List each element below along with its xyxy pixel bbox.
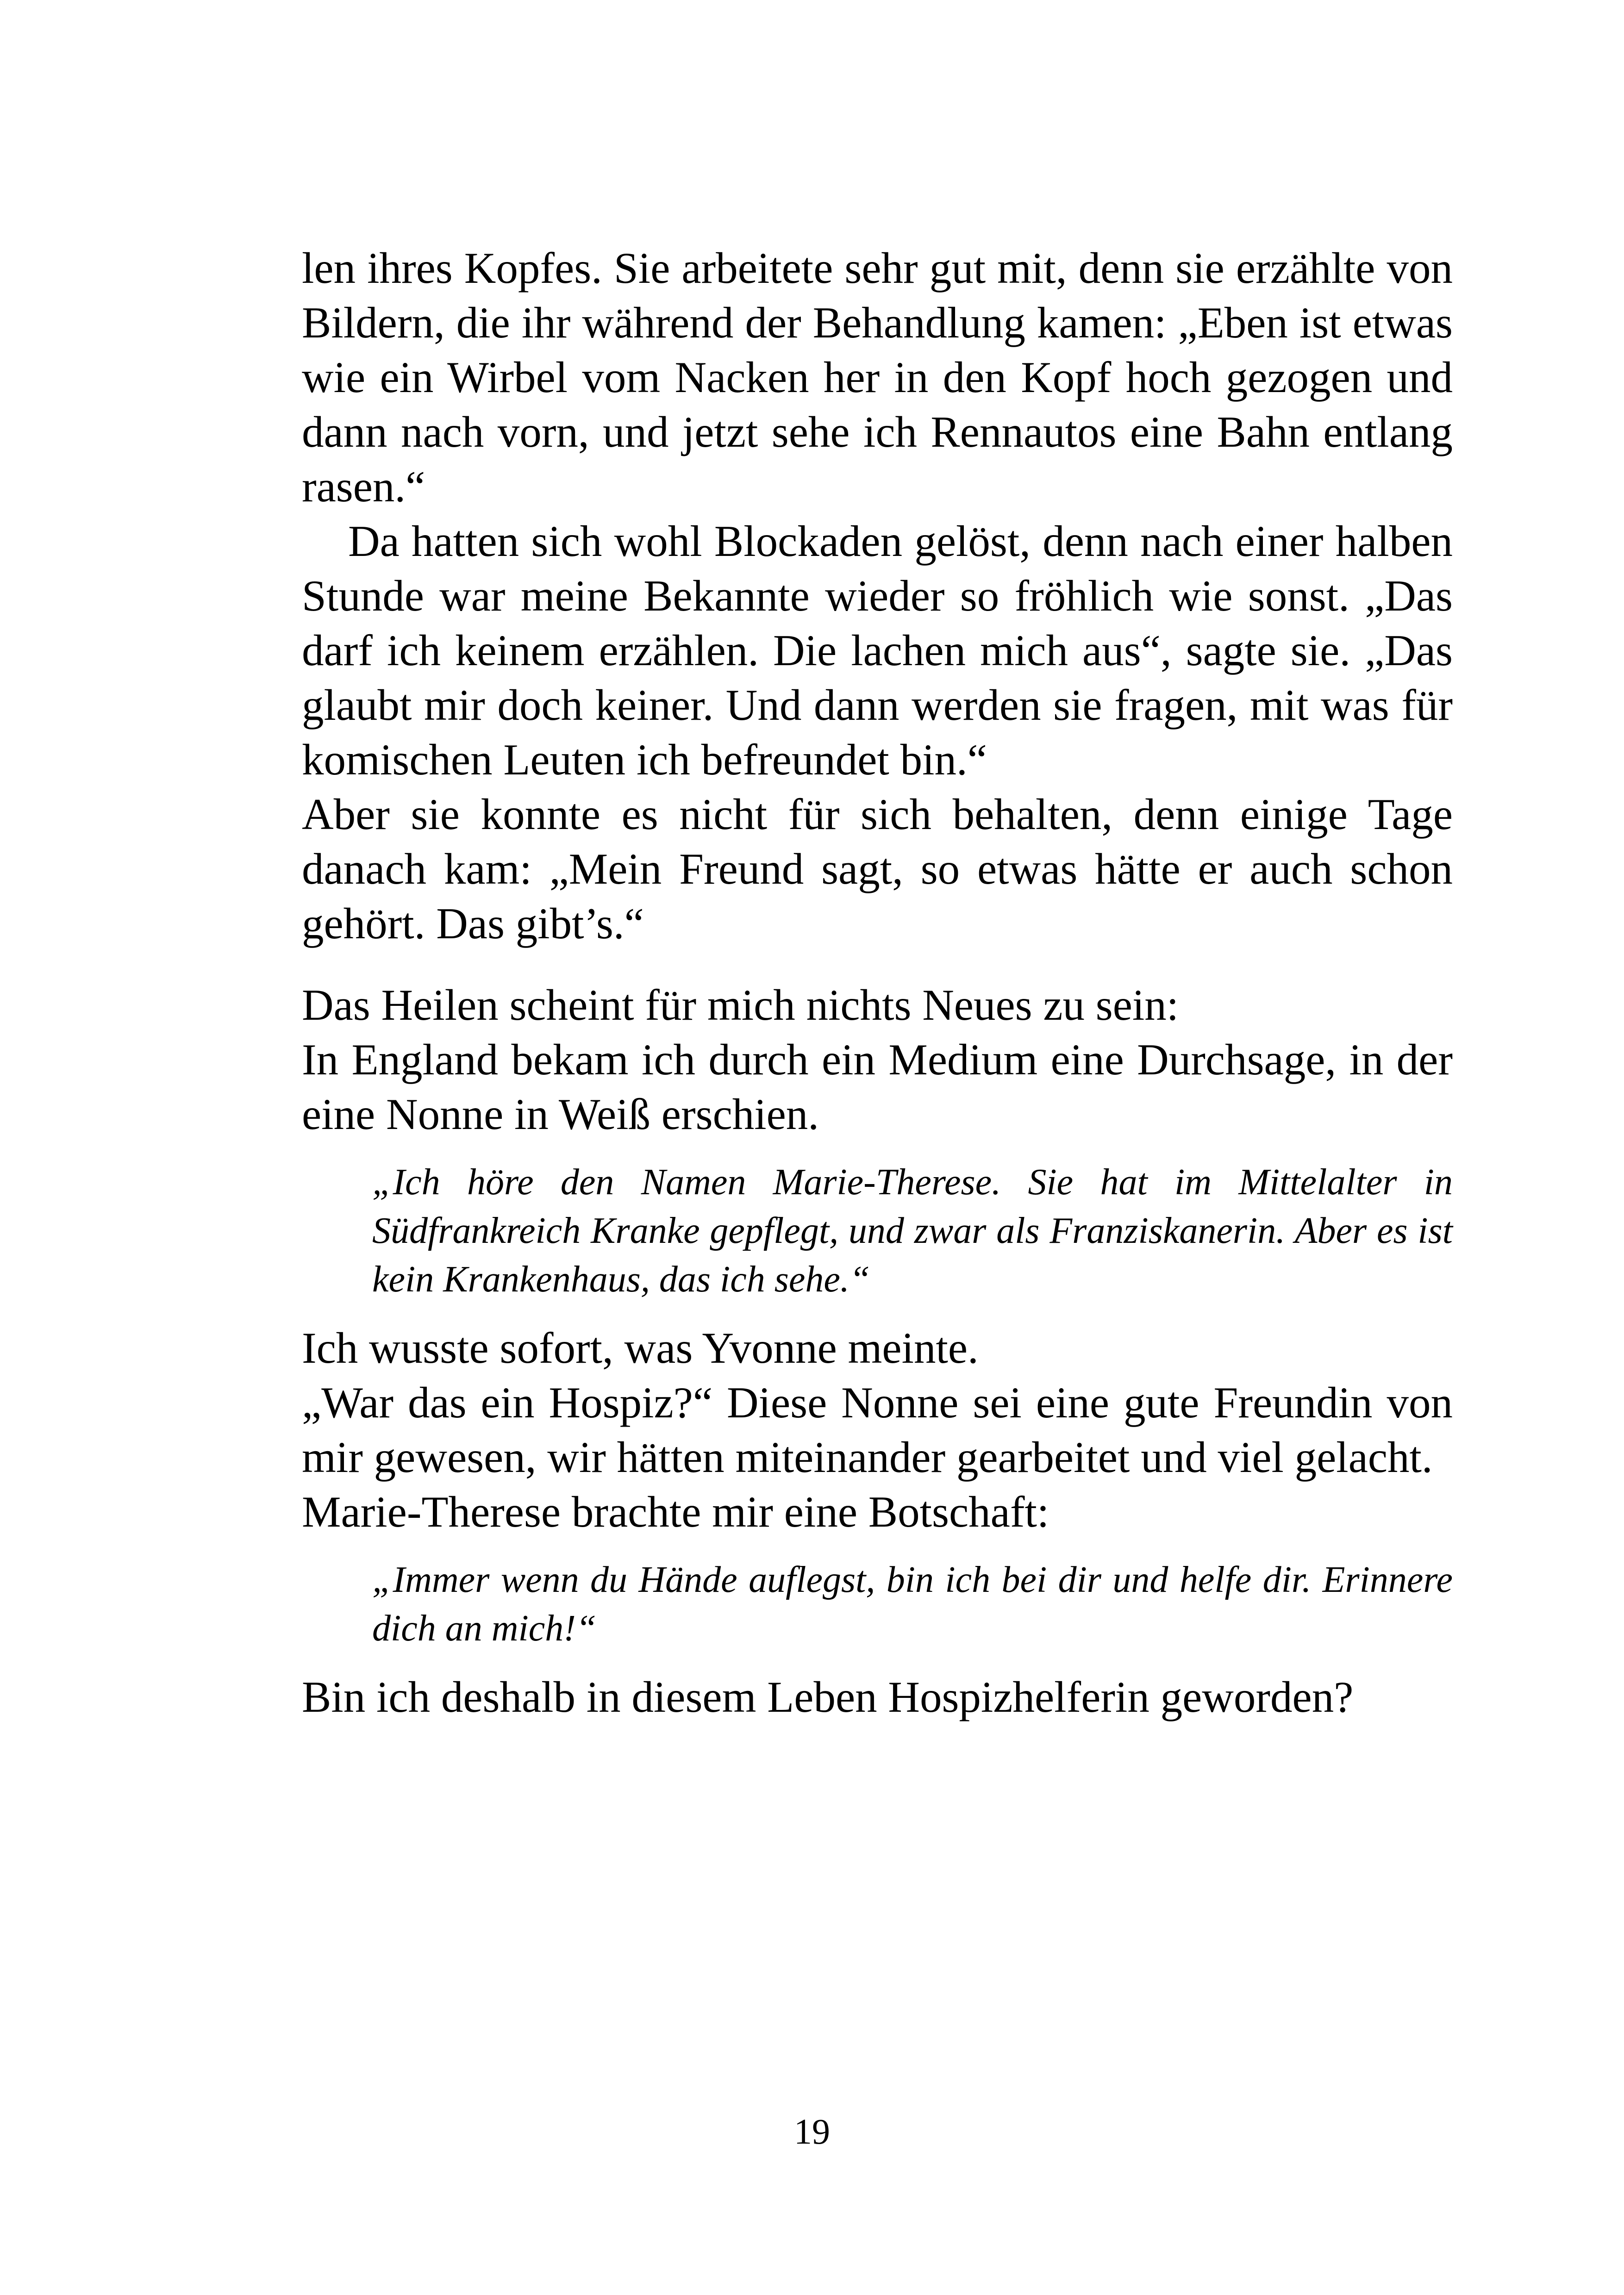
body-text (302, 241, 1453, 1724)
paragraph-9: Bin ich deshalb in diesem Leben Hospizhelferin geworden? (302, 1672, 1354, 1721)
paragraph-1: len ihres Kopfes. Sie arbeitete sehr gut mit, denn sie erzählte von Bildern, die ihr während der Behandlung kamen: „Eben ist etwas wie ein Wirbel vom Nacken her in den Kopf hoch gezogen und dann nach vorn, und jetzt sehe ich Rennautos eine Bahn entlang rasen.“ (302, 243, 1453, 511)
block-quote-1: „Ich höre den Namen Marie-Therese. Sie hat im Mittelalter in Südfrankreich Kranke gepflegt, und zwar als Franziskanerin. Aber es ist kein Krankenhaus, das ich sehe.“ (372, 1162, 1453, 1300)
paragraph-6: Ich wusste sofort, was Yvonne meinte. (302, 1323, 979, 1372)
page-number: 19 (794, 2111, 830, 2152)
paragraph-7: „War das ein Hospiz?“ Diese Nonne sei eine gute Freundin von mir gewesen, wir hätten miteinander gearbeitet und viel gelacht. (302, 1378, 1453, 1482)
paragraph-5: In England bekam ich durch ein Medium eine Durchsage, in der eine Nonne in Weiß erschien. (302, 1035, 1453, 1139)
paragraph-3: Aber sie konnte es nicht für sich behalten, denn einige Tage danach kam: „Mein Freund sagt, so etwas hätte er auch schon gehört. Das gibt’s.“ (302, 790, 1453, 948)
paragraph-4: Das Heilen scheint für mich nichts Neues zu sein: (302, 980, 1179, 1029)
paragraph-8: Marie-Therese brachte mir eine Botschaft: (302, 1487, 1049, 1536)
paragraph-2: Da hatten sich wohl Blockaden gelöst, denn nach einer halben Stunde war meine Bekannte wieder so fröhlich wie sonst. „Das darf ich keinem erzählen. Die lachen mich aus“, sagte sie. „Das glaubt mir doch keiner. Und dann werden sie fragen, mit was für komischen Leuten ich befreundet bin.“ (302, 517, 1453, 784)
block-quote-2: „Immer wenn du Hände auflegst, bin ich bei dir und helfe dir. Erinnere dich an mich!“ (372, 1559, 1453, 1649)
